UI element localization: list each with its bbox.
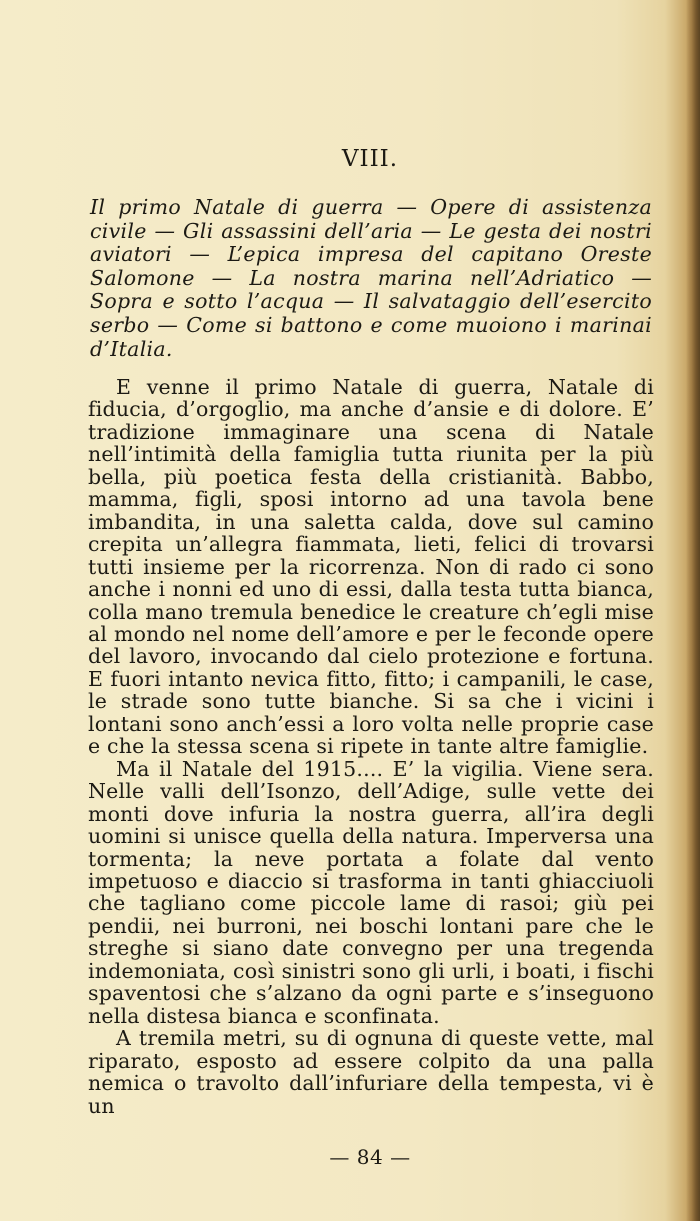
chapter-heading: VIII. — [341, 146, 399, 172]
paragraph: E venne il primo Natale di guerra, Natale di fiducia, d’orgoglio, ma anche d’ansie e di dolore. E’ tradizione immaginare una scena di Natale nell’intimità della famiglia tutta riunita per la più bella, più poetica festa della cristianità. Babbo, mamma, figli, sposi intorno ad una tavola bene imbandita, in una saletta calda, dove sul camino crepita un’allegra fiammata, lieti, felici di trovarsi tutti insieme per la ricorrenza. Non di rado ci sono anche i nonni ed uno di essi, dalla testa tutta bianca, colla mano tremula benedice le creature ch’egli mise al mondo nel nome dell’amore e per le feconde opere del lavoro, invocando dal cielo protezione e fortuna. E fuori intanto nevica fitto, fitto; i campanili, le case, le strade sono tutte bianche. Si sa che i vicini i lontani sono anch’essi a loro volta nelle proprie case e che la stessa scena si ripete in tante altre famiglie. — [88, 375, 654, 759]
paragraph: A tremila metri, su di ognuna di queste vette, mal riparato, esposto ad essere colpito da una palla nemica o travolto dall’infuriare della tempesta, vi è un — [88, 1026, 654, 1118]
page-number: — 84 — — [329, 1145, 411, 1169]
body-text — [88, 376, 654, 1117]
paragraph: Ma il Natale del 1915.... E’ la vigilia. Viene sera. Nelle valli dell’Isonzo, dell’Adige, sulle vette dei monti dove infuria la nostra guerra, all’ira degli uomini si unisce quella della natura. Imperversa una tormenta; la neve portata a folate dal vento impetuoso e diaccio si trasforma in tanti ghiacciuoli che tagliano come piccole lame di rasoi; giù pei pendii, nei burroni, nei boschi lontani pare che le streghe si siano date convegno per una tregenda indemoniata, così sinistri sono gli urli, i boati, i fischi spaventosi che s’alzano da ogni parte e s’inseguono nella distesa bianca e sconfinata. — [88, 756, 654, 1028]
chapter-summary: Il primo Natale di guerra — Opere di assistenza civile — Gli assassini dell’aria — Le gesta dei nostri aviatori — L’epica impresa del capitano Oreste Salomone — La nostra marina nell’Adriatico — Sopra e sotto l’acqua — Il salvataggio dell’esercito serbo — Come si battono e come muoiono i marinai d’Italia. — [90, 195, 652, 361]
page-edge-shadow — [686, 0, 700, 1221]
